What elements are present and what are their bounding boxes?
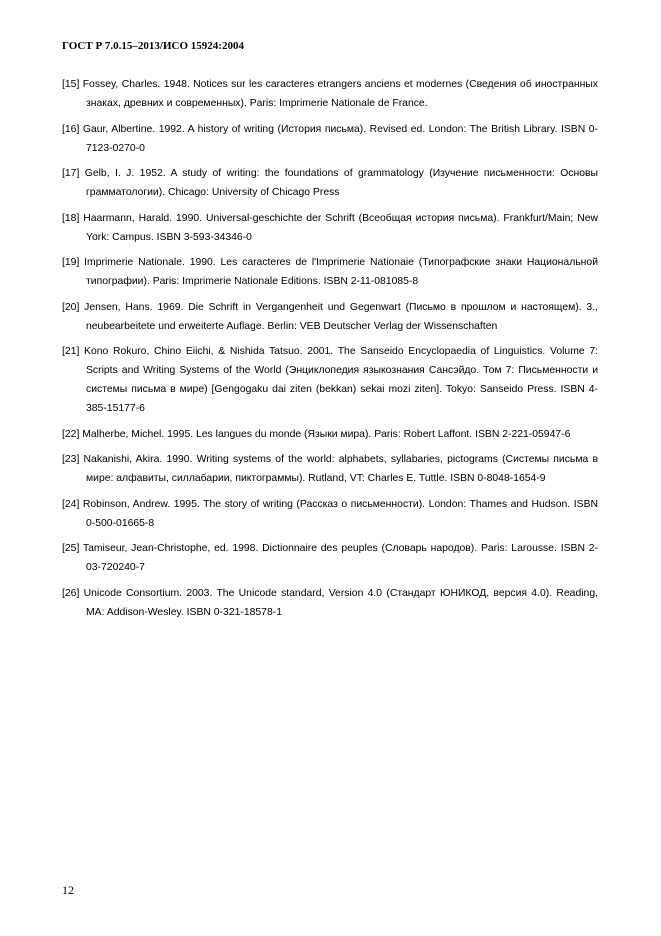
reference-item: [15] Fossey, Charles. 1948. Notices sur les caracteres etrangers anciens et modernes (Сведения об иностранных знаках, древних и современных). Paris: Imprimerie Nationale de France. [62, 79, 598, 109]
reference-item: [16] Gaur, Albertine. 1992. A history of writing (История письма). Revised ed. London: The British Library. ISBN 0-7123-0270-0 [62, 123, 598, 154]
reference-item: [17] Gelb, I. J. 1952. A study of writing: the foundations of grammatology (Изучение письменности: Основы грамматологии). Chicago: University of Chicago Press [62, 168, 598, 198]
reference-item: [26] Unicode Consortium. 2003. The Unicode standard, Version 4.0 (Стандарт ЮНИКОД, версия 4.0). Reading, MA: Addison-Wesley. ISBN 0-321-18578-1 [62, 587, 598, 618]
reference-list [62, 75, 598, 628]
reference-item: [22] Malherbe, Michel. 1995. Les langues du monde (Языки мира). Paris: Robert Laffont. ISBN 2-221-05947-6 [62, 428, 571, 440]
reference-item: [18] Haarmann, Harald. 1990. Universal-geschichte der Schrift (Всеобщая история письма). Frankfurt/Main; New York: Campus. ISBN 3-593-34346-0 [62, 212, 598, 243]
reference-item: [21] Kono Rokuro, Chino Eiichi, & Nishida Tatsuo. 2001. The Sanseido Encyclopaedia of Linguistics. Volume 7: Scripts and Writing Systems of the World (Энциклопедия языкознания Сансэйдо. Том 7: Письменности и системы письма в мире) [Gengogaku dai ziten (bekkan) sekai mozi ziten]. Tokyo: Sanseido Press. ISBN 4-385-15177-6 [62, 346, 598, 414]
reference-item: [23] Nakanishi, Akira. 1990. Writing systems of the world: alphabets, syllabaries, pictograms (Системы письма в мире: алфавиты, силлабарии, пиктограммы). Rutland, VT: Charles E. Tuttle. ISBN 0-8048-1654-9 [62, 454, 598, 484]
page-number: 12 [62, 883, 74, 897]
reference-item: [20] Jensen, Hans. 1969. Die Schrift in Vergangenheit und Gegenwart (Письмо в прошлом и настоящем). 3., neubearbeitete und erweiterte Auflage. Berlin: VEB Deutscher Verlag der Wissenschaften [62, 301, 598, 332]
reference-item: [25] Tamiseur, Jean-Christophe, ed. 1998. Dictionnaire des peuples (Словарь народов). Paris: Larousse. ISBN 2-03-720240-7 [62, 543, 598, 573]
document-header: ГОСТ Р 7.0.15–2013/ИСО 15924:2004 [62, 40, 244, 52]
reference-item: [19] Imprimerie Nationale. 1990. Les caracteres de l'Imprimerie Nationaie (Типографские знаки Национальной типографии). Paris: Imprimerie Nationale Editions. ISBN 2-11-081085-8 [62, 257, 598, 287]
reference-item: [24] Robinson, Andrew. 1995. The story of writing (Рассказ о письменности). London: Thames and Hudson. ISBN 0-500-01665-8 [62, 498, 598, 529]
